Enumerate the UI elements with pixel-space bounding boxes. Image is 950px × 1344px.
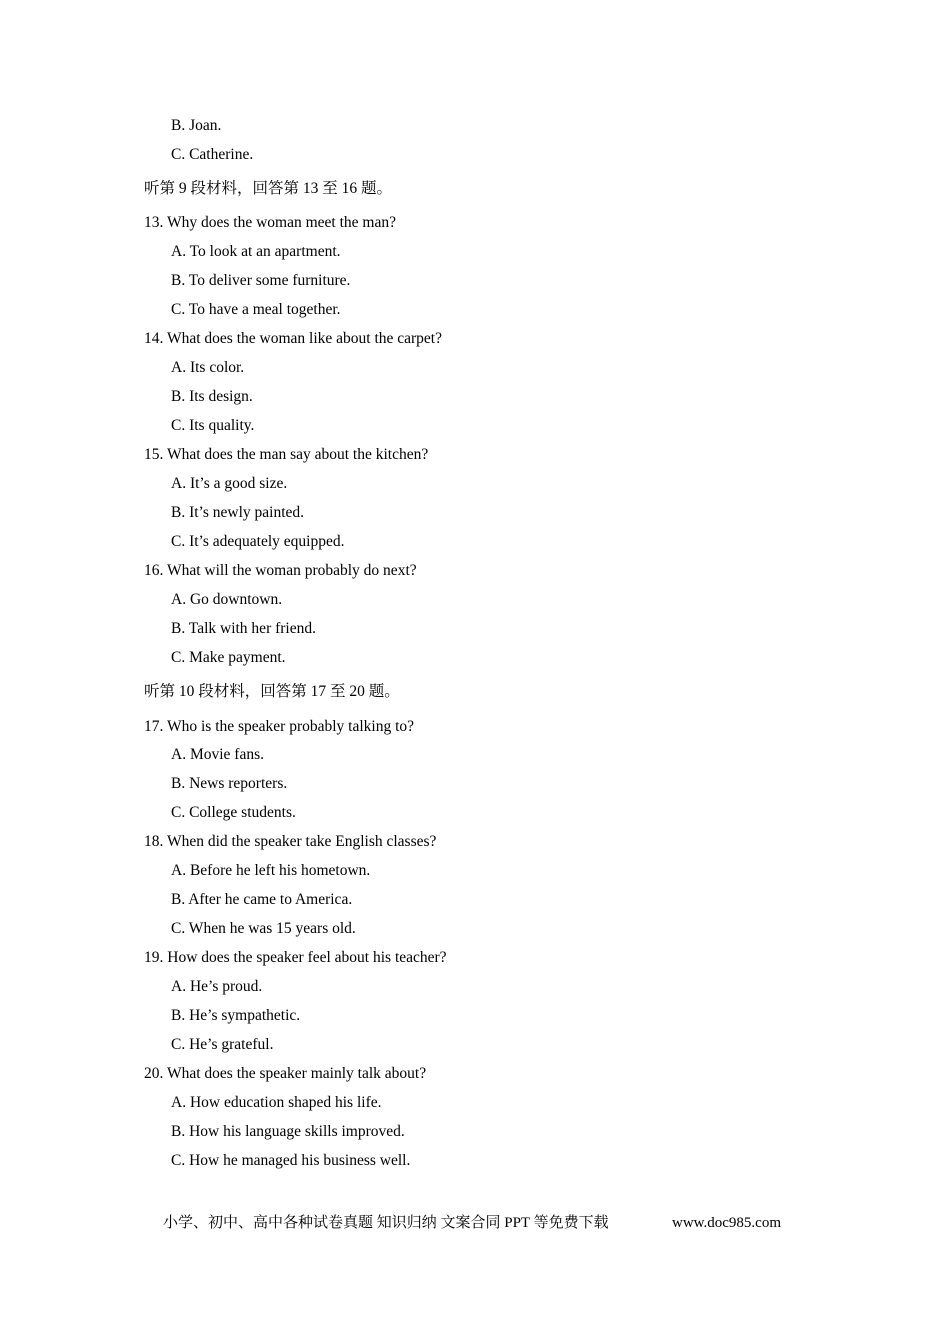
section-9-heading: 听第 9 段材料，回答第 13 至 16 题。 bbox=[144, 180, 393, 197]
option-13-c: C. To have a meal together. bbox=[171, 301, 341, 318]
option-19-a: A. He’s proud. bbox=[171, 978, 263, 995]
option-16-a: A. Go downtown. bbox=[171, 591, 283, 608]
option-20-c: C. How he managed his business well. bbox=[171, 1152, 411, 1169]
question-14-stem: 14. What does the woman like about the carpet? bbox=[144, 330, 442, 347]
option-19-b: B. He’s sympathetic. bbox=[171, 1007, 301, 1024]
question-17-stem: 17. Who is the speaker probably talking to? bbox=[144, 718, 415, 735]
question-15-stem: 15. What does the man say about the kitchen? bbox=[144, 446, 429, 463]
option-12-b: B. Joan. bbox=[171, 117, 222, 134]
option-12-c: C. Catherine. bbox=[171, 146, 254, 163]
option-16-b: B. Talk with her friend. bbox=[171, 620, 316, 637]
question-20-stem: 20. What does the speaker mainly talk about? bbox=[144, 1065, 427, 1082]
question-18-stem: 18. When did the speaker take English classes? bbox=[144, 833, 437, 850]
question-13-stem: 13. Why does the woman meet the man? bbox=[144, 214, 396, 231]
option-15-a: A. It’s a good size. bbox=[171, 475, 288, 492]
option-17-c: C. College students. bbox=[171, 804, 296, 821]
option-15-b: B. It’s newly painted. bbox=[171, 504, 305, 521]
option-18-b: B. After he came to America. bbox=[171, 891, 353, 908]
section-10-heading: 听第 10 段材料，回答第 17 至 20 题。 bbox=[144, 683, 400, 700]
option-13-a: A. To look at an apartment. bbox=[171, 243, 341, 260]
option-18-c: C. When he was 15 years old. bbox=[171, 920, 356, 937]
option-14-a: A. Its color. bbox=[171, 359, 245, 376]
option-17-a: A. Movie fans. bbox=[171, 746, 264, 763]
option-17-b: B. News reporters. bbox=[171, 775, 288, 792]
option-20-b: B. How his language skills improved. bbox=[171, 1123, 405, 1140]
page-footer bbox=[163, 1213, 782, 1233]
option-16-c: C. Make payment. bbox=[171, 649, 286, 666]
footer-text: 小学、初中、高中各种试卷真题 知识归纳 文案合同 PPT 等免费下载 bbox=[163, 1215, 609, 1231]
option-20-a: A. How education shaped his life. bbox=[171, 1094, 382, 1111]
option-15-c: C. It’s adequately equipped. bbox=[171, 533, 345, 550]
option-14-c: C. Its quality. bbox=[171, 417, 255, 434]
option-19-c: C. He’s grateful. bbox=[171, 1036, 274, 1053]
option-18-a: A. Before he left his hometown. bbox=[171, 862, 371, 879]
footer-url: www.doc985.com bbox=[672, 1215, 782, 1231]
option-14-b: B. Its design. bbox=[171, 388, 253, 405]
question-16-stem: 16. What will the woman probably do next? bbox=[144, 562, 417, 579]
option-13-b: B. To deliver some furniture. bbox=[171, 272, 351, 289]
question-19-stem: 19. How does the speaker feel about his teacher? bbox=[144, 949, 447, 966]
